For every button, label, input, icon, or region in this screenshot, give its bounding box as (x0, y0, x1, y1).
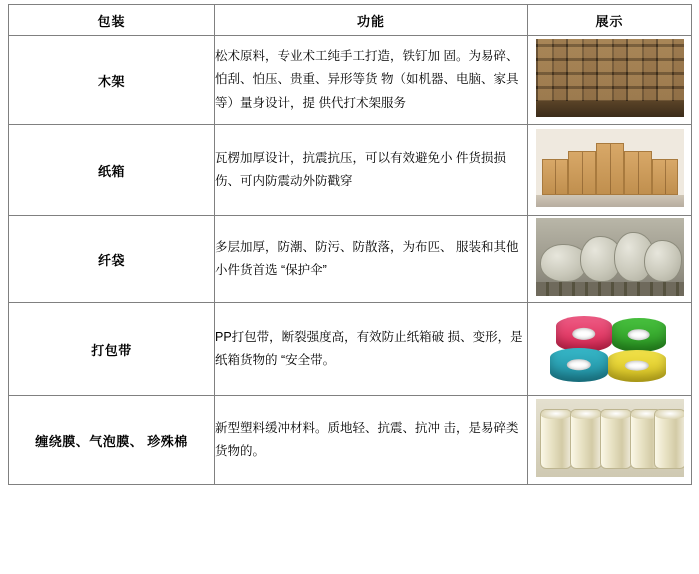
package-desc-strapping-band: PP打包带，断裂强度高，有效防止纸箱破 损、变形，是纸箱货物的 “安全带。 (215, 303, 528, 396)
package-image-cell-strapping-band (528, 303, 692, 396)
packaging-table-page (0, 4, 699, 574)
package-desc-stretch-film: 新型塑料缓冲材料。质地轻、抗震、抗冲 击，是易碎类货物的。 (215, 396, 528, 485)
column-header-display: 展示 (528, 5, 692, 36)
wooden-crates-photo (536, 39, 684, 117)
carton-boxes-photo (536, 129, 684, 207)
column-header-package: 包装 (9, 5, 215, 36)
package-name-woven-bag: 纤袋 (9, 216, 215, 303)
table-body (9, 36, 692, 485)
package-desc-woven-bag: 多层加厚，防潮、防污、防散落，为布匹、 服装和其他小件货首选 “保护伞” (215, 216, 528, 303)
package-name-wooden-crate: 木架 (9, 36, 215, 125)
column-header-function: 功能 (215, 5, 528, 36)
packaging-table (8, 4, 692, 485)
package-image-cell-woven-bag (528, 216, 692, 303)
package-name-strapping-band: 打包带 (9, 303, 215, 396)
package-desc-wooden-crate: 松术原料，专业术工纯手工打造，铁钉加 固。为易碎、怕刮、怕压、贵重、异形等货 物（如机器、电脑、家具等）量身设计，提 供代打术架服务 (215, 36, 528, 125)
table-row (9, 125, 692, 216)
package-image-cell-stretch-film (528, 396, 692, 485)
stretch-film-rolls-photo (536, 399, 684, 477)
table-row (9, 216, 692, 303)
woven-bags-photo (536, 218, 684, 296)
table-row (9, 36, 692, 125)
package-name-stretch-film: 缠绕膜、气泡膜、 珍殊棉 (9, 396, 215, 485)
package-image-cell-carton (528, 125, 692, 216)
package-name-carton: 纸箱 (9, 125, 215, 216)
table-header-row (9, 5, 692, 36)
package-desc-carton: 瓦楞加厚设计，抗震抗压，可以有效避免小 件货损损伤、可内防震动外防戳穿 (215, 125, 528, 216)
strapping-reels-photo (536, 308, 684, 386)
package-image-cell-wooden-crate (528, 36, 692, 125)
table-row (9, 396, 692, 485)
table-header (9, 5, 692, 36)
table-row (9, 303, 692, 396)
